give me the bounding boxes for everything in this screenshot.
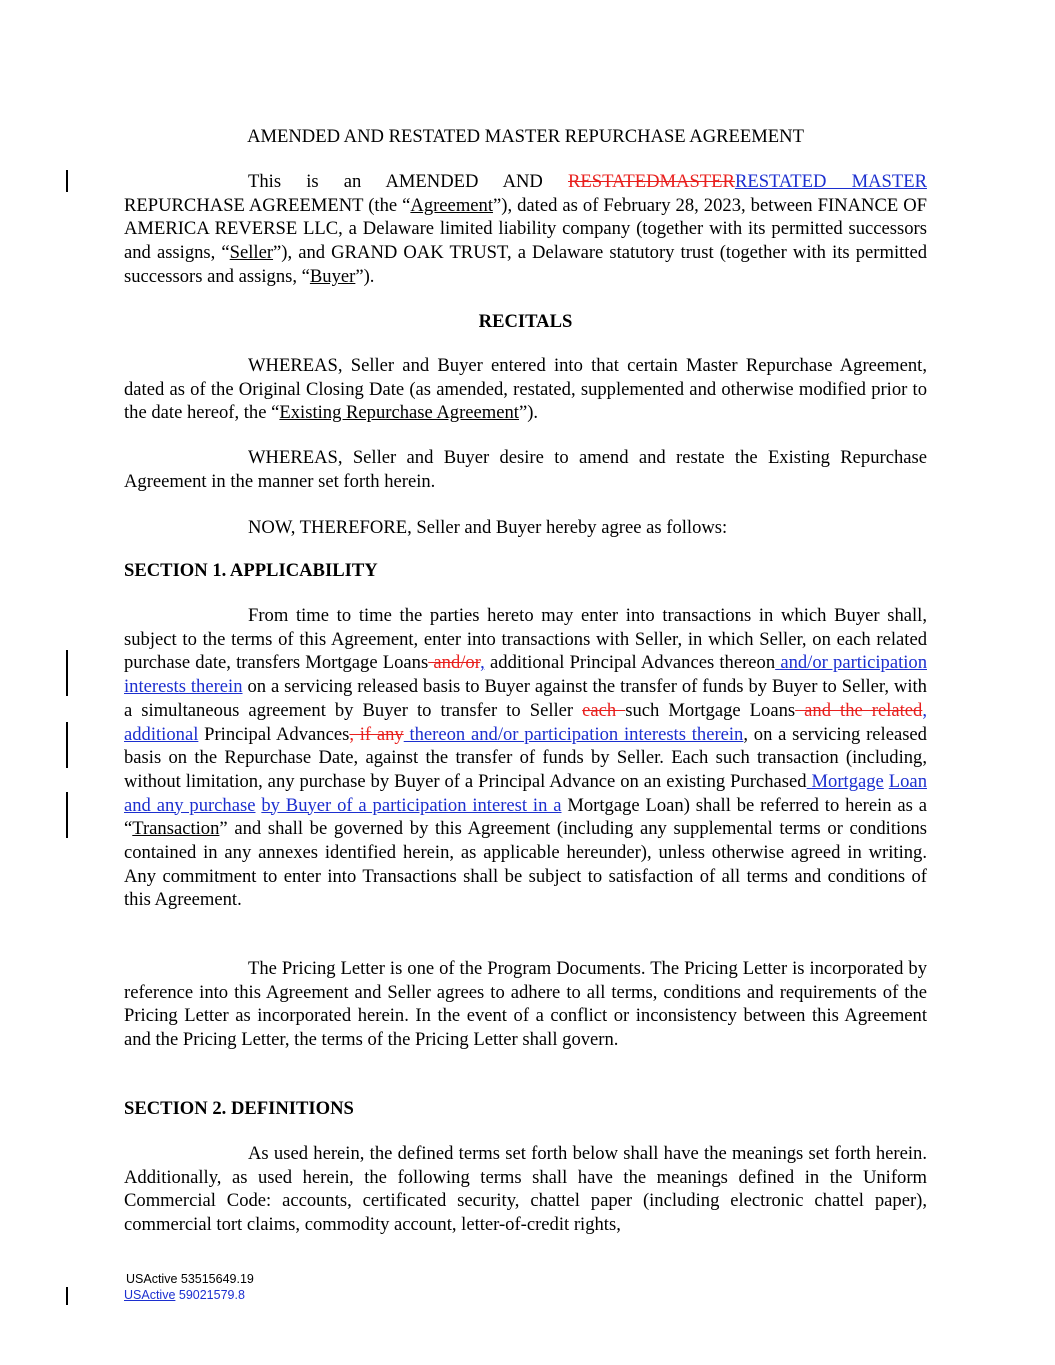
body-text: ” and shall be governed by this Agreement (including any supplemental terms or conditions contained in any annexes identified herein, as applicable hereunder), unless otherwise agreed in writing. Any commitment to enter into Transactions shall be subject to satisfaction of all terms and conditions of this Agreement. xyxy=(124,818,927,911)
defined-term-existing-agreement: Existing Repurchase Agreement xyxy=(279,402,519,424)
body-text: Principal Advances xyxy=(198,723,350,745)
body-text: on a servicing released basis to Buyer against the transfer of funds by Buyer to Seller, with a simultaneous agreement by Buyer to transfer to Seller xyxy=(124,676,927,721)
footer-old-doc-id: USActive 53515649.19 xyxy=(126,1272,254,1286)
body-text: such Mortgage Loans xyxy=(625,699,796,721)
intro-text: ”), dated as of February 28, 2023, between FINANCE OF AMERICA REVERSE LLC, a Delaware limited liability company (together with its permitted successors and assigns, “ xyxy=(124,194,927,264)
deleted-text: and/or xyxy=(428,652,481,674)
body-text: , on a servicing released basis on the Repurchase Date, against the transfer of funds by Seller. Each such transaction (including, without limitation, any purchase by Buyer of a Principal Advance on an existing Purchased xyxy=(124,723,927,792)
body-text: Mortgage Loan) shall be referred to herein as a “ xyxy=(124,794,927,840)
intro-text: REPURCHASE AGREEMENT (the “ xyxy=(124,194,411,216)
recital-paragraph-1 xyxy=(124,354,927,425)
inserted-text: by Buyer of a participation interest in a xyxy=(261,794,562,816)
intro-text: ”). xyxy=(355,265,375,287)
deleted-text: and the related xyxy=(795,699,923,721)
intro-text: This is an AMENDED AND xyxy=(248,171,569,192)
intro-paragraph xyxy=(124,170,927,289)
deleted-text: , if any xyxy=(349,723,404,745)
change-bar xyxy=(66,722,68,768)
change-bar xyxy=(66,650,68,696)
defined-term-seller: Seller xyxy=(229,242,274,264)
section-1-paragraph-1 xyxy=(124,604,927,912)
body-text: From time to time the parties hereto may enter into transactions in which Buyer shall, subject to the terms of this Agreement, enter into transactions with Seller, in which Seller, on each related purchase date, transfers Mortgage Loans xyxy=(124,605,927,674)
defined-term-buyer: Buyer xyxy=(309,265,356,287)
section-1-heading: SECTION 1. APPLICABILITY xyxy=(124,560,378,581)
deleted-text: RESTATEDMASTER xyxy=(568,171,735,192)
now-therefore-paragraph: NOW, THEREFORE, Seller and Buyer hereby agree as follows: xyxy=(248,517,728,538)
defined-term-transaction: Transaction xyxy=(132,818,220,840)
recital-text: ”). xyxy=(518,402,539,424)
inserted-text: RESTATED MASTER xyxy=(734,171,927,192)
recital-text: WHEREAS, Seller and Buyer entered into that certain Master Repurchase Agreement, dated as of the Original Closing Date (as amended, restated, supplemented and otherwise modified prior to the date hereof, the “ xyxy=(124,355,927,424)
deleted-text: each xyxy=(582,699,626,721)
change-bar xyxy=(66,792,68,838)
body-text: additional Principal Advances thereon xyxy=(484,652,776,674)
section-2-heading: SECTION 2. DEFINITIONS xyxy=(124,1098,354,1119)
inserted-text: Loan and any purchase xyxy=(124,770,927,816)
section-1-paragraph-2: The Pricing Letter is one of the Program Documents. The Pricing Letter is incorporated by reference into this Agreement and Seller agrees to adhere to all terms, conditions and requirements of the Pricing Letter as incorporated herein. In the event of a conflict or inconsistency between this Agreement and the Pricing Letter, the terms of the Pricing Letter shall govern. xyxy=(124,958,927,1051)
footer-new-prefix: USActive xyxy=(124,1288,176,1302)
defined-term-agreement: Agreement xyxy=(410,194,493,216)
recital-paragraph-2: WHEREAS, Seller and Buyer desire to amend and restate the Existing Repurchase Agreement in the manner set forth herein. xyxy=(124,447,927,492)
inserted-text: , additional xyxy=(124,699,928,745)
inserted-text: thereon and/or participation interests therein xyxy=(403,723,744,745)
inserted-text: and/or participation interests therein xyxy=(124,652,927,698)
change-bar xyxy=(66,170,68,192)
footer-new-number: 59021579.8 xyxy=(175,1288,245,1302)
intro-text: ”), and GRAND OAK TRUST, a Delaware statutory trust (together with its permitted successors and assigns, “ xyxy=(124,242,927,287)
section-2-paragraph-1: As used herein, the defined terms set forth below shall have the meanings set forth herein. Additionally, as used herein, the following terms shall have the meanings defined in the Uniform Commercial Code: accounts, certificated security, chattel paper (including electronic chattel paper), commercial tort claims, commodity account, letter-of-credit rights, xyxy=(124,1143,927,1236)
inserted-text: Mortgage xyxy=(806,770,884,792)
recitals-heading: RECITALS xyxy=(478,311,573,332)
footer-new-doc-id xyxy=(124,1288,245,1302)
document-title: AMENDED AND RESTATED MASTER REPURCHASE AGREEMENT xyxy=(247,126,804,147)
inserted-text: , xyxy=(480,652,485,674)
change-bar xyxy=(66,1287,68,1305)
